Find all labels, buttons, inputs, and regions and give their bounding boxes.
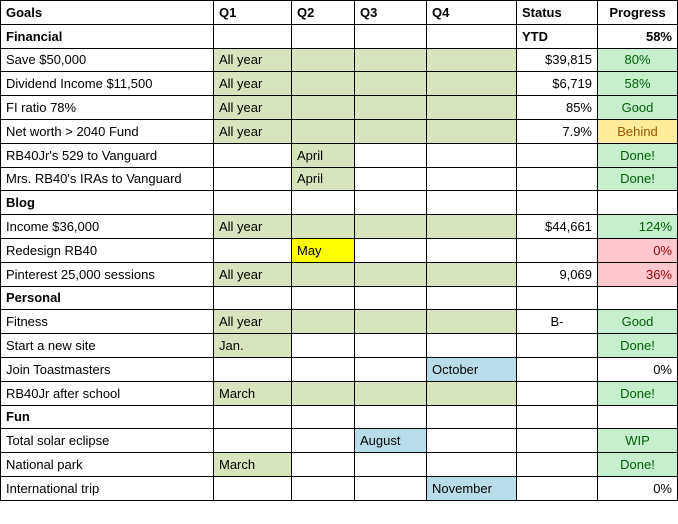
goal-cell: Redesign RB40	[1, 238, 214, 262]
q4-cell	[427, 238, 517, 262]
q4-cell	[427, 48, 517, 72]
q4-cell	[427, 96, 517, 120]
section-row-financial	[1, 24, 678, 48]
q3-cell	[355, 357, 427, 381]
q2-cell	[292, 72, 355, 96]
col-header-q3: Q3	[355, 1, 427, 25]
section-title: Blog	[1, 191, 214, 215]
goal-cell: RB40Jr's 529 to Vanguard	[1, 143, 214, 167]
progress-cell: Done!	[598, 143, 678, 167]
q2-cell: April	[292, 143, 355, 167]
q2-cell	[292, 96, 355, 120]
q2-cell	[292, 119, 355, 143]
table-row	[1, 215, 678, 239]
progress-cell: Behind	[598, 119, 678, 143]
section-row-fun	[1, 405, 678, 429]
progress-cell: 36%	[598, 262, 678, 286]
q1-cell	[214, 167, 292, 191]
q4-cell: October	[427, 357, 517, 381]
section-title: Personal	[1, 286, 214, 310]
q3-cell	[355, 310, 427, 334]
q4-cell	[427, 215, 517, 239]
progress-cell: Done!	[598, 334, 678, 358]
status-cell	[517, 238, 598, 262]
table-row	[1, 167, 678, 191]
q2-cell: May	[292, 238, 355, 262]
q4-cell: November	[427, 476, 517, 500]
q1-cell: All year	[214, 215, 292, 239]
section-status: YTD	[517, 24, 598, 48]
progress-cell: Good	[598, 310, 678, 334]
status-cell: $6,719	[517, 72, 598, 96]
status-cell	[517, 476, 598, 500]
q2-cell	[292, 215, 355, 239]
status-cell	[517, 334, 598, 358]
q1-cell: All year	[214, 310, 292, 334]
q3-cell	[355, 381, 427, 405]
q3-cell	[355, 262, 427, 286]
table-row	[1, 119, 678, 143]
status-cell	[517, 167, 598, 191]
q1-cell: March	[214, 453, 292, 477]
status-cell: 85%	[517, 96, 598, 120]
q1-cell	[214, 143, 292, 167]
q2-cell	[292, 262, 355, 286]
status-cell: 9,069	[517, 262, 598, 286]
q4-cell	[427, 429, 517, 453]
progress-cell: Done!	[598, 167, 678, 191]
q4-cell	[427, 453, 517, 477]
goal-cell: Fitness	[1, 310, 214, 334]
q4-cell	[427, 310, 517, 334]
table-row	[1, 357, 678, 381]
goal-cell: Total solar eclipse	[1, 429, 214, 453]
q2-cell	[292, 429, 355, 453]
q3-cell	[355, 453, 427, 477]
section-title: Financial	[1, 24, 214, 48]
progress-cell: Done!	[598, 381, 678, 405]
q3-cell: August	[355, 429, 427, 453]
goal-cell: Income $36,000	[1, 215, 214, 239]
goal-cell: Mrs. RB40's IRAs to Vanguard	[1, 167, 214, 191]
goal-cell: National park	[1, 453, 214, 477]
status-cell	[517, 381, 598, 405]
q1-cell	[214, 357, 292, 381]
q1-cell: All year	[214, 96, 292, 120]
col-header-q4: Q4	[427, 1, 517, 25]
q2-cell	[292, 334, 355, 358]
col-header-status: Status	[517, 1, 598, 25]
q2-cell	[292, 310, 355, 334]
goal-cell: RB40Jr after school	[1, 381, 214, 405]
table-row	[1, 72, 678, 96]
col-header-q1: Q1	[214, 1, 292, 25]
goal-cell: International trip	[1, 476, 214, 500]
q4-cell	[427, 167, 517, 191]
section-row-personal	[1, 286, 678, 310]
table-row	[1, 48, 678, 72]
table-row	[1, 453, 678, 477]
q4-cell	[427, 143, 517, 167]
q3-cell	[355, 119, 427, 143]
status-cell	[517, 143, 598, 167]
q3-cell	[355, 72, 427, 96]
goal-cell: Net worth > 2040 Fund	[1, 119, 214, 143]
q1-cell	[214, 476, 292, 500]
status-cell	[517, 453, 598, 477]
q4-cell	[427, 262, 517, 286]
table-row	[1, 476, 678, 500]
status-cell: 7.9%	[517, 119, 598, 143]
q1-cell: March	[214, 381, 292, 405]
table-row	[1, 334, 678, 358]
q4-cell	[427, 381, 517, 405]
q1-cell: All year	[214, 119, 292, 143]
q2-cell: April	[292, 167, 355, 191]
progress-cell: 58%	[598, 72, 678, 96]
table-row	[1, 238, 678, 262]
progress-cell: 0%	[598, 476, 678, 500]
progress-cell: WIP	[598, 429, 678, 453]
q3-cell	[355, 96, 427, 120]
status-cell: $39,815	[517, 48, 598, 72]
table-row	[1, 96, 678, 120]
q2-cell	[292, 48, 355, 72]
col-header-progress: Progress	[598, 1, 678, 25]
q3-cell	[355, 167, 427, 191]
col-header-goals: Goals	[1, 1, 214, 25]
progress-cell: 124%	[598, 215, 678, 239]
q2-cell	[292, 381, 355, 405]
q3-cell	[355, 334, 427, 358]
q2-cell	[292, 453, 355, 477]
q1-cell: All year	[214, 72, 292, 96]
q3-cell	[355, 48, 427, 72]
header-row	[1, 1, 678, 25]
status-cell	[517, 429, 598, 453]
q4-cell	[427, 72, 517, 96]
progress-cell: 0%	[598, 238, 678, 262]
goal-cell: Dividend Income $11,500	[1, 72, 214, 96]
goal-cell: Save $50,000	[1, 48, 214, 72]
q1-cell: Jan.	[214, 334, 292, 358]
goal-cell: Join Toastmasters	[1, 357, 214, 381]
status-cell: B-	[517, 310, 598, 334]
q1-cell	[214, 429, 292, 453]
q3-cell	[355, 476, 427, 500]
table-row	[1, 262, 678, 286]
goal-cell: Start a new site	[1, 334, 214, 358]
q4-cell	[427, 119, 517, 143]
table-row	[1, 310, 678, 334]
status-cell	[517, 357, 598, 381]
table-row	[1, 381, 678, 405]
section-title: Fun	[1, 405, 214, 429]
goal-cell: FI ratio 78%	[1, 96, 214, 120]
q1-cell	[214, 238, 292, 262]
section-row-blog	[1, 191, 678, 215]
q3-cell	[355, 143, 427, 167]
q4-cell	[427, 334, 517, 358]
progress-cell: 0%	[598, 357, 678, 381]
q3-cell	[355, 238, 427, 262]
section-progress: 58%	[598, 24, 678, 48]
q2-cell	[292, 357, 355, 381]
status-cell: $44,661	[517, 215, 598, 239]
q1-cell: All year	[214, 262, 292, 286]
q3-cell	[355, 215, 427, 239]
col-header-q2: Q2	[292, 1, 355, 25]
q2-cell	[292, 476, 355, 500]
progress-cell: Done!	[598, 453, 678, 477]
progress-cell: 80%	[598, 48, 678, 72]
q1-cell: All year	[214, 48, 292, 72]
table-row	[1, 143, 678, 167]
table-row	[1, 429, 678, 453]
goal-cell: Pinterest 25,000 sessions	[1, 262, 214, 286]
progress-cell: Good	[598, 96, 678, 120]
